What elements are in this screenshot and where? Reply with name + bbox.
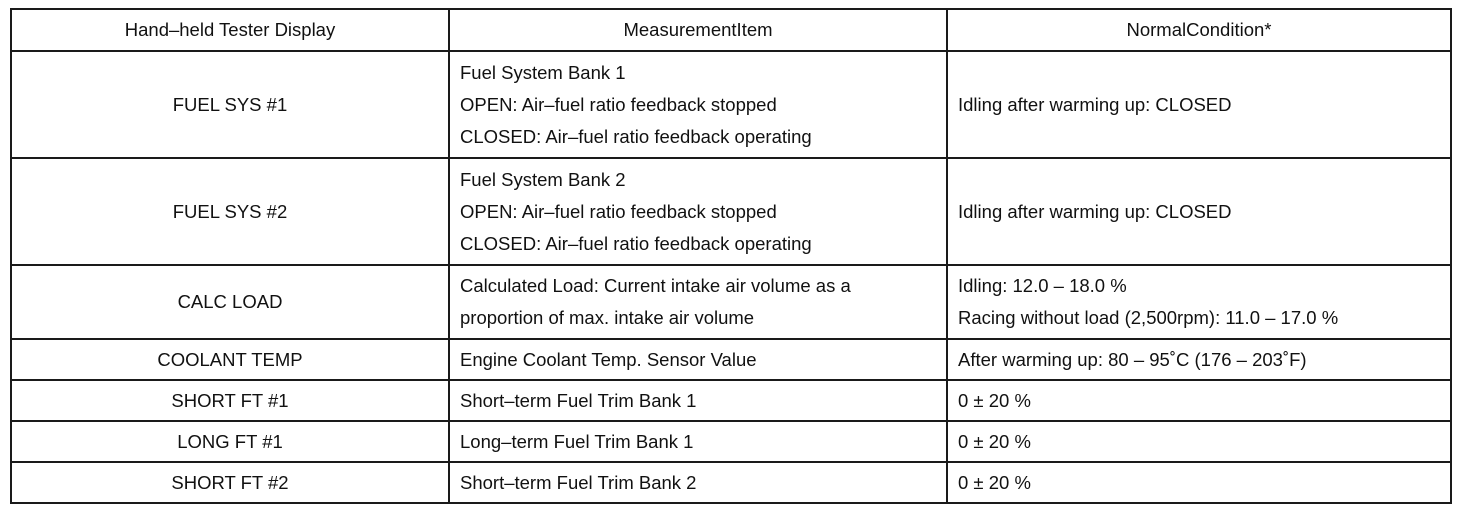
measurement-item-line: Long–term Fuel Trim Bank 1	[460, 430, 694, 452]
tester-display-cell: FUEL SYS #2	[11, 158, 449, 265]
measurement-item-line: CLOSED: Air–fuel ratio feedback operating	[460, 125, 812, 147]
measurement-item-line: CLOSED: Air–fuel ratio feedback operating	[460, 232, 812, 254]
normal-condition-line: 0 ± 20 %	[958, 389, 1031, 411]
measurement-item-cell	[449, 265, 947, 339]
normal-condition-cell	[947, 158, 1451, 265]
normal-condition-line: 0 ± 20 %	[958, 430, 1031, 452]
tester-display-cell: CALC LOAD	[11, 265, 449, 339]
measurement-item-cell	[449, 421, 947, 462]
header-row	[11, 9, 1451, 51]
header-measurement-item: MeasurementItem	[449, 9, 947, 51]
measurement-item-cell	[449, 158, 947, 265]
normal-condition-cell	[947, 462, 1451, 503]
tester-data-table	[10, 8, 1452, 504]
measurement-item-line: Fuel System Bank 1	[460, 61, 626, 83]
tester-display-cell: SHORT FT #1	[11, 380, 449, 421]
measurement-item-line: OPEN: Air–fuel ratio feedback stopped	[460, 200, 777, 222]
table-row	[11, 339, 1451, 380]
tester-display-cell: COOLANT TEMP	[11, 339, 449, 380]
measurement-item-line: proportion of max. intake air volume	[460, 307, 755, 328]
measurement-item-line: Calculated Load: Current intake air volume as a	[460, 275, 851, 296]
table-row	[11, 51, 1451, 158]
normal-condition-line: 0 ± 20 %	[958, 471, 1031, 493]
measurement-item-line: Short–term Fuel Trim Bank 2	[460, 471, 697, 493]
measurement-item-cell	[449, 462, 947, 503]
measurement-item-cell	[449, 380, 947, 421]
measurement-item-line: OPEN: Air–fuel ratio feedback stopped	[460, 93, 777, 115]
normal-condition-line: Idling: 12.0 – 18.0 %	[958, 275, 1127, 296]
measurement-item-line: Short–term Fuel Trim Bank 1	[460, 389, 697, 411]
table-row	[11, 462, 1451, 503]
header-normal-condition: NormalCondition*	[947, 9, 1451, 51]
measurement-item-line: Fuel System Bank 2	[460, 168, 626, 190]
tester-display-cell: LONG FT #1	[11, 421, 449, 462]
normal-condition-line: After warming up: 80 – 95˚C (176 – 203˚F)	[958, 348, 1307, 370]
tester-display-cell: SHORT FT #2	[11, 462, 449, 503]
measurement-item-cell	[449, 339, 947, 380]
normal-condition-cell	[947, 51, 1451, 158]
table-row	[11, 158, 1451, 265]
table-row	[11, 421, 1451, 462]
normal-condition-cell	[947, 339, 1451, 380]
measurement-item-line: Engine Coolant Temp. Sensor Value	[460, 348, 757, 370]
header-tester-display: Hand–held Tester Display	[11, 9, 449, 51]
normal-condition-cell	[947, 265, 1451, 339]
normal-condition-line: Idling after warming up: CLOSED	[958, 200, 1232, 222]
normal-condition-cell	[947, 380, 1451, 421]
normal-condition-line: Racing without load (2,500rpm): 11.0 – 17.0 %	[958, 307, 1339, 328]
table-row	[11, 265, 1451, 339]
table-row	[11, 380, 1451, 421]
tester-display-cell: FUEL SYS #1	[11, 51, 449, 158]
normal-condition-line: Idling after warming up: CLOSED	[958, 93, 1232, 115]
normal-condition-cell	[947, 421, 1451, 462]
measurement-item-cell	[449, 51, 947, 158]
